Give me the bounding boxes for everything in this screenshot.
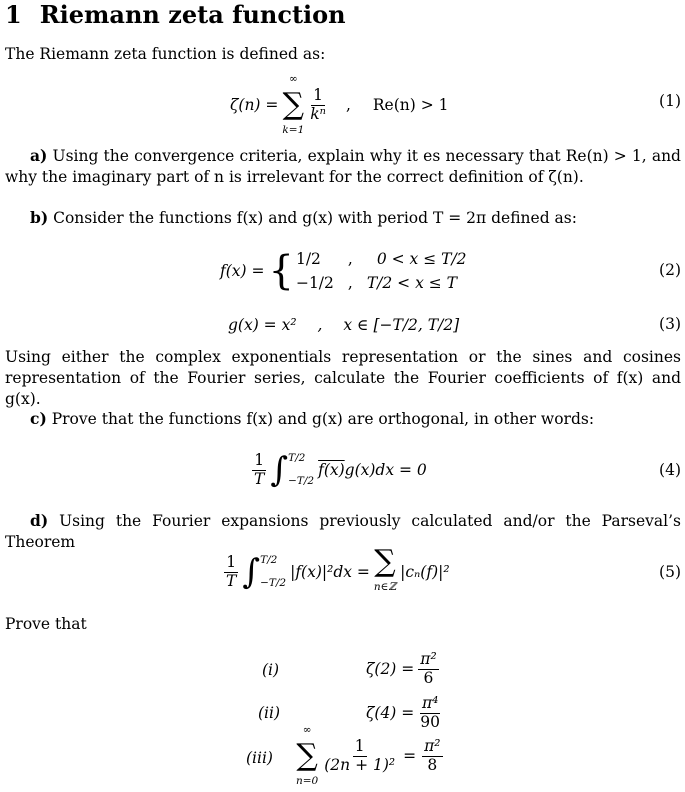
- item-iii-fraction: [322, 738, 397, 773]
- eq4-body: g(x)dx = 0: [344, 460, 427, 479]
- integral-symbol-icon: ∫: [242, 552, 261, 592]
- eq2-label: (2): [659, 261, 681, 279]
- eq4-int-top: T/2: [288, 452, 306, 464]
- eq2-case2-val: −1/2: [295, 273, 334, 292]
- eq5-rhs: |cₙ(f)|²: [400, 562, 450, 581]
- eq5-frac-den: T: [226, 571, 237, 590]
- part-b-text: Consider the functions f(x) and g(x) with period T = 2π defined as:: [53, 209, 577, 227]
- eq1-frac-num: 1: [313, 86, 324, 105]
- item-i-roman: (i): [262, 661, 280, 679]
- eq5-body: |f(x)|²dx =: [290, 562, 370, 581]
- item-i-den: 6: [423, 668, 434, 687]
- eq2-case2-comma: ,: [347, 273, 353, 292]
- eq5-sum: [373, 543, 397, 598]
- section-heading: [5, 0, 346, 29]
- part-a-label: a): [30, 146, 48, 165]
- part-d-label: d): [30, 511, 49, 530]
- item-ii-fraction: [418, 695, 442, 730]
- item-ii-den: 90: [420, 712, 441, 731]
- prove-that-text: Prove that: [5, 615, 87, 633]
- item-ii-lhs: ζ(4) =: [366, 703, 415, 722]
- eq4-frac-den: T: [254, 469, 265, 488]
- eq2-lhs: f(x) =: [220, 261, 265, 280]
- eq4-int-bottom: −T/2: [288, 475, 315, 487]
- eq5-int-top: T/2: [260, 554, 278, 566]
- equation-1: [230, 73, 449, 136]
- eq1-label: (1): [659, 92, 681, 110]
- part-c-label: c): [30, 409, 47, 428]
- eq1-condition: Re(n) > 1: [372, 95, 449, 114]
- eq4-label: (4): [659, 461, 681, 479]
- sum-symbol-icon: ∑: [296, 738, 318, 773]
- integral-symbol-icon: ∫: [270, 450, 289, 490]
- eq1-frac-den: kⁿ: [310, 104, 326, 123]
- item-ii-roman: (ii): [258, 704, 281, 722]
- item-i-lhs: ζ(2) =: [366, 659, 415, 678]
- part-b: [5, 207, 681, 229]
- equation-4: [252, 445, 427, 495]
- eq3-lhs: g(x) = x²: [228, 316, 297, 334]
- eq2-case1-cond: 0 < x ≤ T/2: [376, 249, 467, 268]
- item-iii-result: [422, 738, 442, 773]
- eq2-case1-val: 1/2: [295, 249, 321, 268]
- part-c: [5, 408, 681, 430]
- sum-symbol-icon: ∑: [374, 543, 396, 579]
- part-d-text: Using the Fourier expansions previously calculated and/or the Parseval’s Theorem: [5, 512, 681, 551]
- eq4-body-conj: f(x): [318, 460, 345, 479]
- eq1-sum-top: ∞: [288, 73, 298, 85]
- eq3-label: (3): [659, 315, 681, 333]
- eq1-sum-bottom: k=1: [282, 124, 305, 136]
- item-i-fraction: [418, 651, 438, 686]
- equation-2: [220, 246, 467, 296]
- eq4-integral: [270, 448, 314, 492]
- item-ii-num: π⁴: [421, 694, 439, 713]
- item-iii-sum: [296, 720, 318, 792]
- intro-text: The Riemann zeta function is defined as:: [5, 45, 326, 63]
- item-iii-sum-bottom: n=0: [296, 775, 319, 787]
- item-iii-frac-num: 1: [354, 737, 365, 756]
- eq2-case2-cond: T/2 < x ≤ T: [366, 273, 458, 292]
- sum-symbol-icon: ∑: [282, 87, 305, 122]
- eq4-frac-num: 1: [254, 451, 265, 470]
- eq5-int-bottom: −T/2: [260, 577, 287, 589]
- eq5-fraction: [224, 554, 238, 589]
- item-iii-equation: [296, 724, 443, 787]
- item-iii-num: π²: [424, 737, 441, 756]
- eq3-comma: ,: [317, 316, 323, 334]
- eq4-fraction: [252, 452, 266, 487]
- eq5-label: (5): [659, 563, 681, 581]
- part-a: [5, 145, 681, 188]
- item-iii-den: 8: [427, 755, 438, 774]
- item-iii-sum-top: ∞: [302, 724, 312, 736]
- section-title: Riemann zeta function: [39, 0, 346, 29]
- left-brace-icon: {: [268, 248, 294, 294]
- item-iii-roman: (iii): [246, 749, 273, 767]
- eq5-sum-bottom: n∈ℤ: [373, 580, 397, 593]
- section-number: 1: [5, 0, 22, 29]
- equation-3: [228, 315, 459, 336]
- item-iii-frac-den: (2n + 1)²: [324, 755, 396, 774]
- item-i-num: π²: [420, 650, 437, 669]
- item-i-equation: [366, 646, 439, 692]
- eq2-case1-comma: ,: [347, 249, 353, 268]
- part-c-text: Prove that the functions f(x) and g(x) are orthogonal, in other words:: [51, 410, 595, 428]
- eq1-fraction: [308, 87, 328, 122]
- equation-5: [224, 543, 450, 598]
- part-b-continued: Using either the complex exponentials representation or the sines and cosines representation of the Fourier series, calculate the Fourier coefficients of f(x) and g(x).: [5, 348, 681, 408]
- eq1-lhs: ζ(n) =: [230, 95, 279, 114]
- eq5-integral: [242, 550, 286, 594]
- part-b-label: b): [30, 208, 49, 227]
- eq1-sum: [282, 69, 304, 141]
- eq3-cond: x ∈ [−T/2, T/2]: [343, 316, 460, 334]
- eq1-comma: ,: [345, 95, 351, 114]
- item-iii-equals: =: [403, 746, 417, 765]
- eq2-cases: [296, 249, 467, 294]
- eq5-frac-num: 1: [226, 553, 237, 572]
- part-a-text: Using the convergence criteria, explain why it es necessary that Re(n) > 1, and why the imaginary part of n is irrelevant for the correct definition of ζ(n).: [5, 147, 681, 186]
